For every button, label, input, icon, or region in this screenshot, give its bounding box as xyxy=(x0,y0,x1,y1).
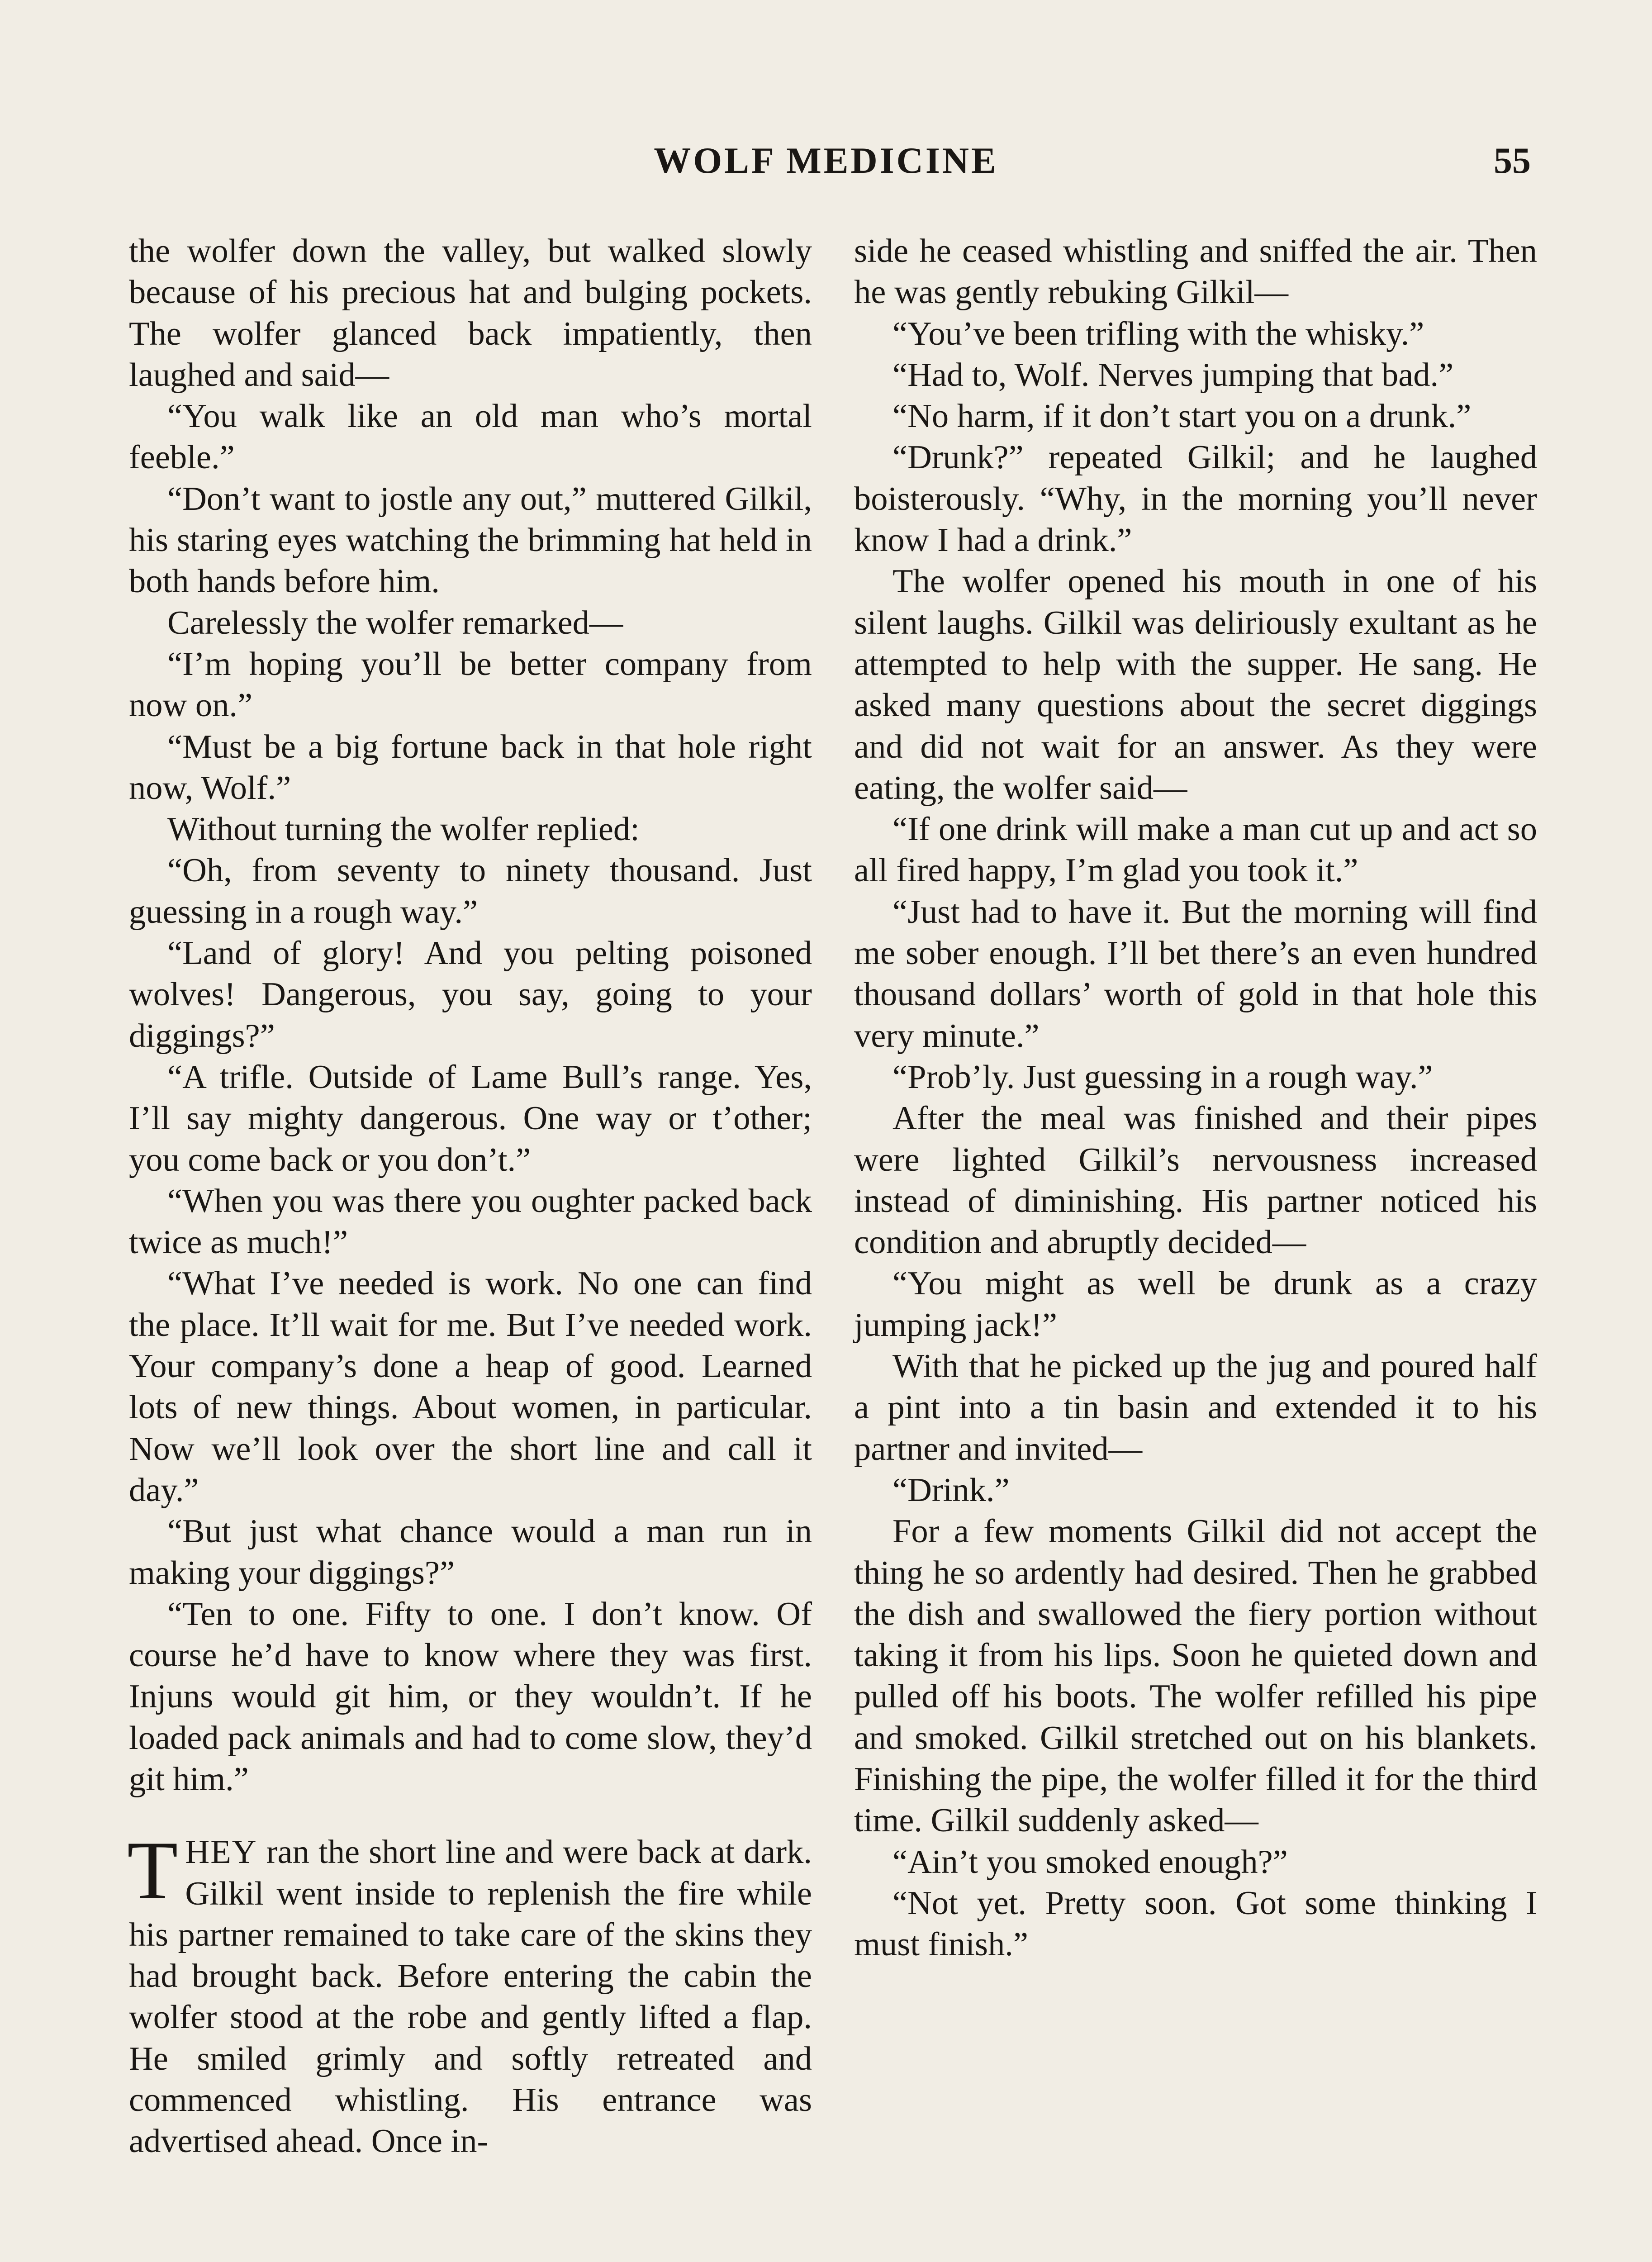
paragraph: “Oh, from seventy to ninety thousand. Just guessing in a rough way.” xyxy=(129,852,812,931)
paragraph: For a few moments Gilkil did not accept the thing he so ardently had desired. Then he grabbed the dish and swallowed the fiery portion without taking it from his lips. Soon he quieted down and pulled off his boots. The wolfer refilled his pipe and smoked. Gilkil stretched out on his blankets. Finishing the pipe, the wolfer filled it for the third time. Gilkil suddenly asked— xyxy=(854,1513,1537,1839)
paragraph: Without turning the wolfer replied: xyxy=(167,811,640,848)
left-column xyxy=(129,231,812,2162)
paragraph: “A trifle. Outside of Lame Bull’s range. Yes, I’ll say mighty dangerous. One way or t’other; you come back or you don’t.” xyxy=(129,1058,812,1179)
paragraph: “You walk like an old man who’s mortal feeble.” xyxy=(129,398,812,476)
paragraph: “Prob’ly. Just guessing in a rough way.” xyxy=(892,1058,1433,1096)
paragraph: “Not yet. Pretty soon. Got some thinking I must finish.” xyxy=(854,1884,1537,1963)
paragraph: the wolfer down the valley, but walked slowly because of his precious hat and bulging pockets. The wolfer glanced back impatiently, then laughed and said— xyxy=(129,233,812,394)
running-title: WOLF MEDICINE xyxy=(654,140,998,181)
paragraph: “Had to, Wolf. Nerves jumping that bad.” xyxy=(892,356,1454,394)
page-number: 55 xyxy=(1494,140,1531,181)
paragraph: “I’m hoping you’ll be better company from now on.” xyxy=(129,645,812,724)
paragraph: After the meal was finished and their pipes were lighted Gilkil’s nervousness increased instead of diminishing. His partner noticed his condition and abruptly decided— xyxy=(854,1100,1537,1261)
paragraph: “Drunk?” repeated Gilkil; and he laughed boisterously. “Why, in the morning you’ll never know I had a drink.” xyxy=(854,439,1537,559)
running-header xyxy=(0,136,1652,195)
paragraph: “You might as well be drunk as a crazy jumping jack!” xyxy=(854,1265,1537,1344)
paragraph: “Ain’t you smoked enough?” xyxy=(892,1843,1288,1881)
paragraph: “Ten to one. Fifty to one. I don’t know. Of course he’d have to know where they was first. Injuns would git him, or they wouldn’t. If he loaded pack animals and had to come slow, they’d git him.” xyxy=(129,1595,812,1798)
small-caps-lead: HEY xyxy=(185,1834,257,1871)
paragraph: “Just had to have it. But the morning will find me sober enough. I’ll bet there’s an even hundred thousand dollars’ worth of gold in that hole this very minute.” xyxy=(854,893,1537,1055)
drop-cap: T xyxy=(127,1824,178,1917)
section-opening-paragraph xyxy=(127,1824,812,2162)
paragraph: “If one drink will make a man cut up and act so all fired happy, I’m glad you took it.” xyxy=(854,811,1537,889)
paragraph: “Drink.” xyxy=(892,1471,1010,1509)
paragraph: “Land of glory! And you pelting poisoned wolves! Dangerous, you say, going to your diggings?” xyxy=(129,935,812,1055)
section-text: ran the short line and were back at dark. Gilkil went inside to replenish the fire while his partner remained to take care of the skins they had brought back. Before entering the cabin the wolfer stood at the robe and gently lifted a flap. He smiled grimly and softly retreated and commenced whistling. His entrance was advertised ahead. Once in- xyxy=(129,1834,812,2160)
paragraph: With that he picked up the jug and poured half a pint into a tin basin and extended it to his partner and invited— xyxy=(854,1348,1537,1468)
paragraph: “Don’t want to jostle any out,” muttered Gilkil, his staring eyes watching the brimming hat held in both hands before him. xyxy=(129,480,812,600)
paragraph: “No harm, if it don’t start you on a drunk.” xyxy=(892,398,1472,435)
paragraph: Carelessly the wolfer remarked— xyxy=(167,604,623,642)
paragraph: side he ceased whistling and sniffed the air. Then he was gently rebuking Gilkil— xyxy=(854,233,1537,311)
paragraph: “When you was there you oughter packed back twice as much!” xyxy=(129,1182,812,1261)
paragraph: The wolfer opened his mouth in one of his silent laughs. Gilkil was deliriously exultant as he attempted to help with the supper. He sang. He asked many questions about the secret diggings and did not wait for an answer. As they were eating, the wolfer said— xyxy=(854,563,1537,807)
right-column xyxy=(854,231,1537,1965)
paragraph: “You’ve been trifling with the whisky.” xyxy=(892,315,1424,352)
paragraph: “Must be a big fortune back in that hole right now, Wolf.” xyxy=(129,728,812,807)
paragraph: “But just what chance would a man run in making your diggings?” xyxy=(129,1513,812,1592)
paragraph: “What I’ve needed is work. No one can find the place. It’ll wait for me. But I’ve needed work. Your company’s done a heap of good. Learned lots of new things. About women, in particular. Now we’ll look over the short line and call it day.” xyxy=(129,1265,812,1509)
